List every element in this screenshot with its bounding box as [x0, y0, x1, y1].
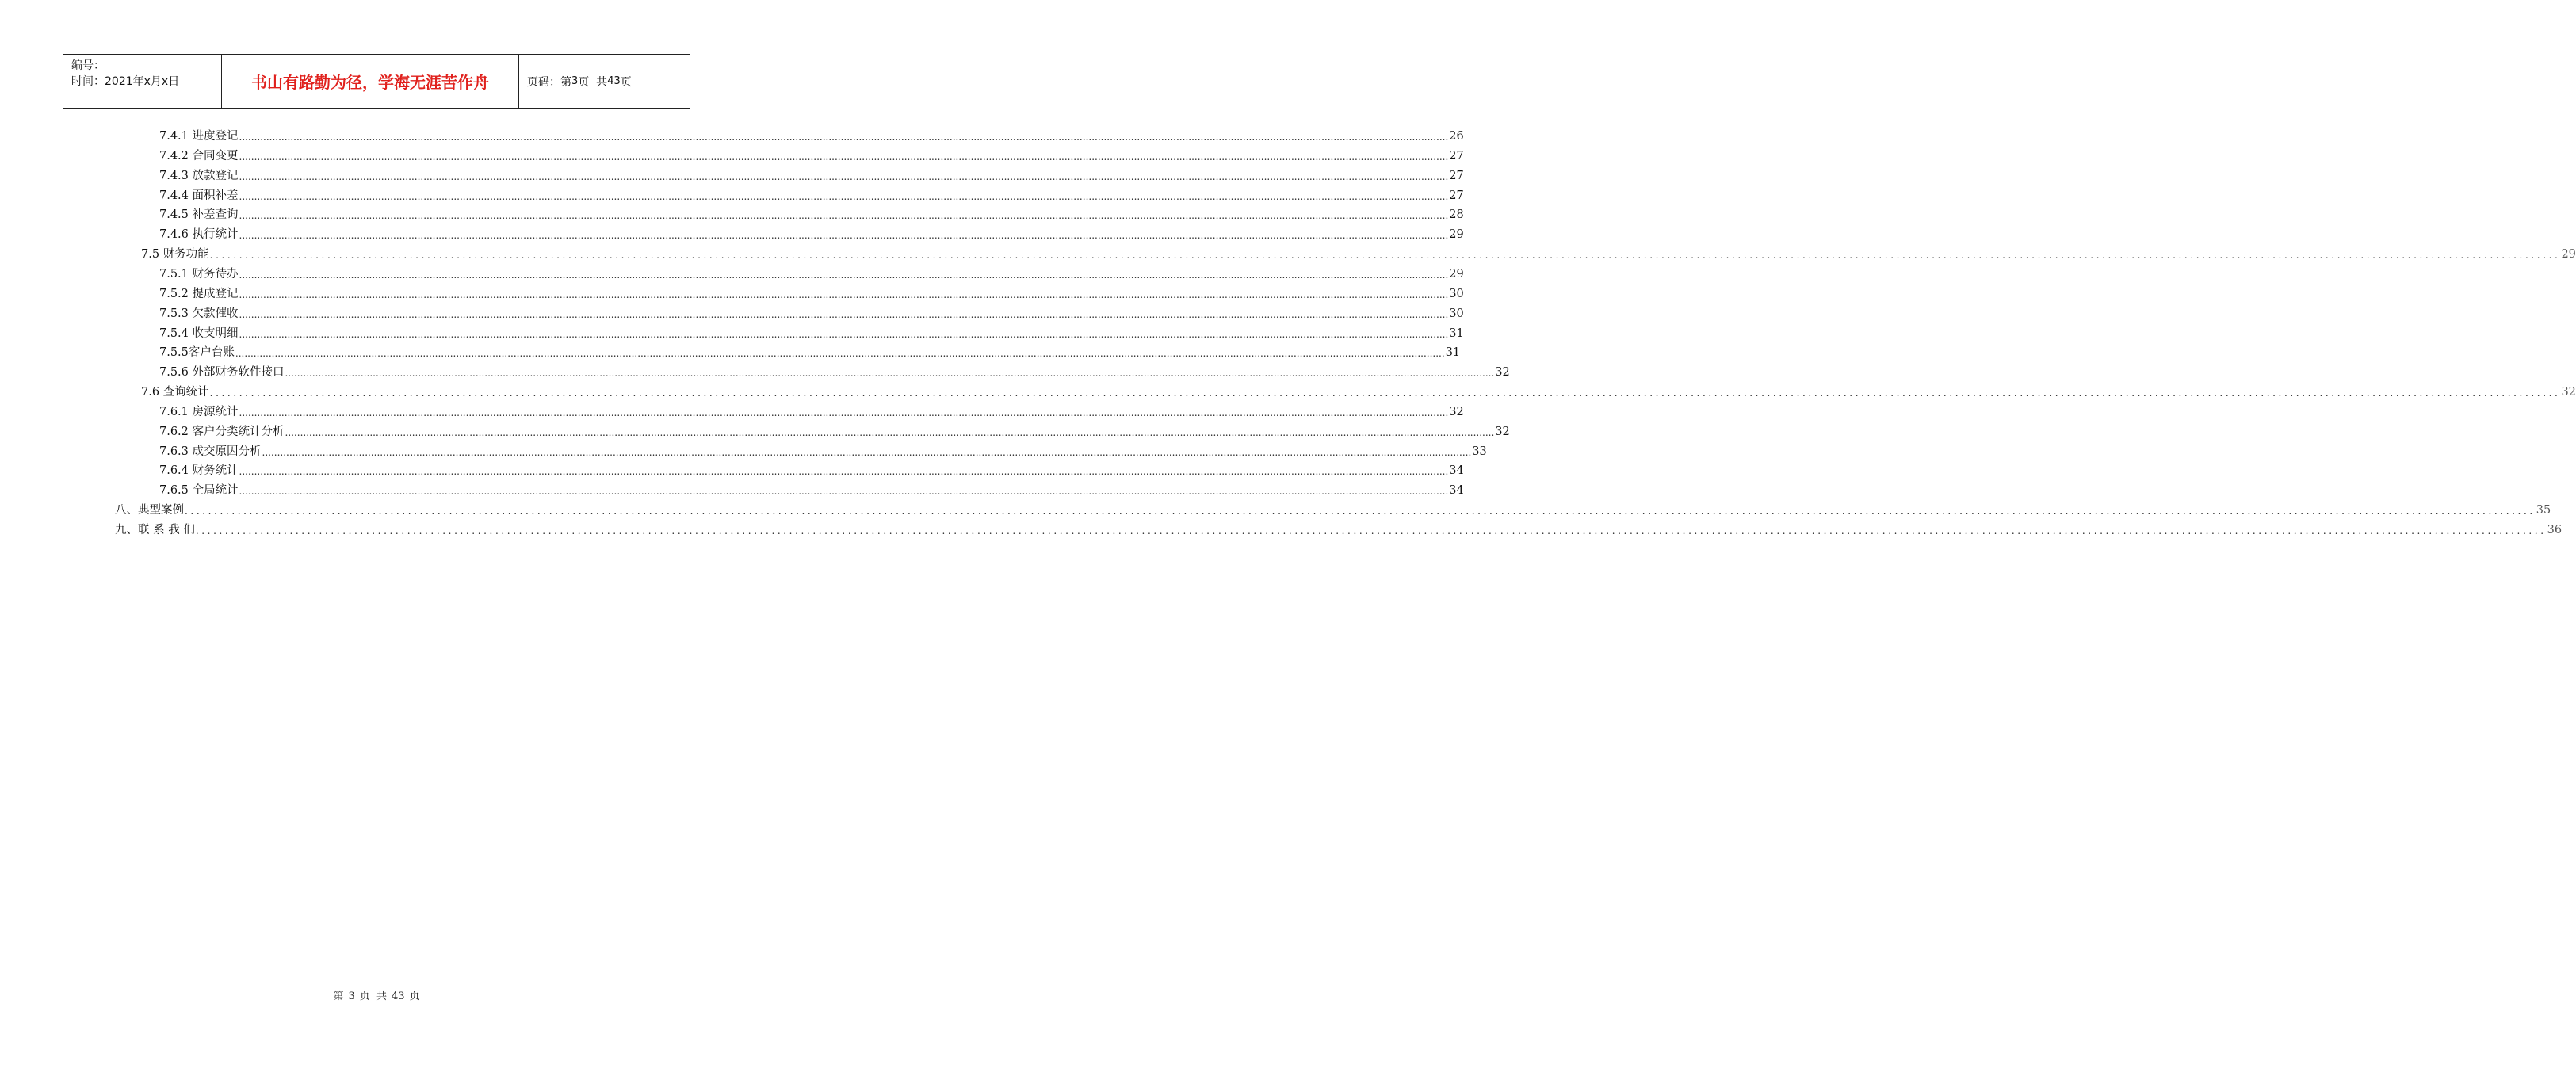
toc-entry-label: 7.5.5客户台账 — [159, 346, 235, 360]
footer-prefix: 第 — [333, 991, 344, 1002]
toc-entry-page: 27 — [1449, 149, 1464, 162]
toc-entry-label: 九、联 系 我 们 — [115, 524, 195, 536]
toc-entry-page: 32 — [2561, 386, 2576, 399]
toc-leader-dots: ................................................................................................................................................................................................................................................................................................................................................................................................................ — [285, 368, 1495, 380]
toc-entry[interactable] — [159, 479, 1464, 498]
toc-entry-label: 7.4.3 放款登记 — [159, 169, 239, 182]
toc-entry-page: 29 — [1449, 228, 1464, 242]
toc-entry-page: 29 — [1449, 267, 1464, 281]
toc-entry[interactable] — [159, 283, 1464, 302]
toc-leader-dots: ................................................................................................................................................................................................................................................................................................................................................................................................................ — [239, 190, 1449, 202]
header-page-mid: 页 共 — [578, 75, 608, 89]
toc-entry-label: 7.5 财务功能 — [141, 248, 209, 261]
toc-entry-label: 7.6.1 房源统计 — [159, 405, 239, 418]
toc-entry[interactable] — [115, 499, 2551, 518]
toc-entry-page: 36 — [2547, 524, 2563, 536]
toc-entry-page: 31 — [1449, 326, 1464, 340]
toc-entry[interactable] — [159, 145, 1464, 164]
toc-entry-page: 27 — [1449, 169, 1464, 182]
toc-entry-page: 30 — [1449, 287, 1464, 300]
toc-leader-dots: ................................................................................................................................................................................................................................................................................................................................................................................................................ — [239, 466, 1449, 478]
toc-entry-label: 八、典型案例 — [115, 504, 184, 517]
toc-entry-label: 7.6.4 财务统计 — [159, 464, 239, 478]
header-page-prefix: 页码：第 — [527, 75, 571, 89]
document-time-label: 时间：2021年x月x日 — [71, 75, 180, 88]
footer-current: 3 — [348, 991, 355, 1002]
toc-entry-page: 28 — [1449, 208, 1464, 222]
toc-entry[interactable] — [159, 421, 1510, 440]
toc-entry[interactable] — [159, 165, 1464, 184]
footer-mid: 页 共 — [359, 991, 387, 1002]
toc-entry-label: 7.4.5 补差查询 — [159, 208, 239, 222]
toc-leader-dots: ................................................................................................................................................................................................................................................................................................................................................................................................................ — [239, 210, 1449, 222]
toc-entry-label: 7.5.2 提成登记 — [159, 287, 239, 300]
toc-entry-label: 7.5.4 收支明细 — [159, 326, 239, 340]
toc-leader-dots: ................................................................................................................................................................................................................................................................................................................................................................................................................ — [239, 328, 1449, 340]
toc-entry-label: 7.4.2 合同变更 — [159, 149, 239, 162]
toc-leader-dots: ................................................................................................................................................................................................................................................................................................................................................................................................................ — [235, 348, 1445, 360]
toc-entry-label: 7.6 查询统计 — [141, 386, 209, 399]
header-page-total: 43 — [607, 75, 621, 87]
toc-entry-label: 7.5.6 外部财务软件接口 — [159, 366, 285, 380]
toc-entry-page: 26 — [1449, 130, 1464, 143]
toc-entry[interactable] — [159, 263, 1464, 282]
toc-entry-page: 32 — [1495, 425, 1510, 438]
toc-entry-page: 34 — [1449, 464, 1464, 478]
footer-suffix: 页 — [409, 991, 420, 1002]
toc-entry-label: 7.6.3 成交原因分析 — [159, 445, 262, 458]
toc-entry-label: 7.4.6 执行统计 — [159, 228, 239, 242]
toc-entry-label: 7.5.1 财务待办 — [159, 267, 239, 281]
toc-leader-dots: ................................................................................................................................................................................................................................................................................................................................................................................................................ — [239, 288, 1449, 300]
toc-entry-page: 27 — [1449, 189, 1464, 202]
toc-entry[interactable] — [159, 342, 1461, 361]
toc-leader-dots: ................................................................................................................................................................................................................................................................................................................................................................................................................ — [239, 132, 1449, 143]
toc-leader-dots: ................................................................................................................................................................................................................................................................................................................................................................................................................ — [239, 170, 1449, 182]
toc-leader-dots: ................................................................................................................................................................................................................................................................................................................................................................................................................ — [239, 230, 1449, 242]
toc-entry[interactable] — [159, 323, 1464, 342]
page-footer — [0, 987, 753, 1002]
toc-leader-dots: ................................................................................................................................................................................................................................................................................................................................................................................................................ — [195, 525, 2547, 536]
toc-entry[interactable] — [159, 303, 1464, 322]
toc-leader-dots: ................................................................................................................................................................................................................................................................................................................................................................................................................ — [239, 151, 1449, 162]
toc-entry-page: 31 — [1445, 346, 1461, 360]
document-number-label: 编号： — [71, 59, 105, 72]
toc-entry[interactable] — [141, 243, 2576, 262]
toc-entry-label: 7.6.2 客户分类统计分析 — [159, 425, 285, 438]
toc-leader-dots: ................................................................................................................................................................................................................................................................................................................................................................................................................ — [262, 446, 1472, 458]
toc-leader-dots: ................................................................................................................................................................................................................................................................................................................................................................................................................ — [239, 308, 1449, 320]
toc-entry-label: 7.4.4 面积补差 — [159, 189, 239, 202]
toc-entry[interactable] — [159, 125, 1464, 144]
toc-leader-dots: ................................................................................................................................................................................................................................................................................................................................................................................................................ — [239, 269, 1449, 281]
header-slogan: 书山有路勤为径，学海无涯苦作舟 — [222, 55, 519, 108]
toc-entry-page: 32 — [1449, 405, 1464, 418]
toc-entry[interactable] — [159, 460, 1464, 479]
toc-leader-dots: ................................................................................................................................................................................................................................................................................................................................................................................................................ — [239, 407, 1449, 418]
header-meta — [63, 55, 222, 108]
toc-entry[interactable] — [159, 185, 1464, 204]
footer-total: 43 — [392, 991, 405, 1002]
toc-entry-page: 30 — [1449, 307, 1464, 320]
toc-entry[interactable] — [159, 361, 1510, 380]
toc-leader-dots: ................................................................................................................................................................................................................................................................................................................................................................................................................ — [239, 486, 1449, 498]
toc-leader-dots: ................................................................................................................................................................................................................................................................................................................................................................................................................ — [209, 387, 2561, 399]
header-page-info — [519, 55, 690, 108]
toc-entry-page: 33 — [1472, 445, 1487, 458]
toc-entry[interactable] — [159, 401, 1464, 420]
toc-leader-dots: ................................................................................................................................................................................................................................................................................................................................................................................................................ — [285, 426, 1495, 438]
toc-leader-dots: ................................................................................................................................................................................................................................................................................................................................................................................................................ — [209, 250, 2561, 261]
page-header — [63, 54, 690, 109]
toc-entry-page: 34 — [1449, 484, 1464, 498]
toc-entry[interactable] — [115, 519, 2563, 538]
toc-leader-dots: ................................................................................................................................................................................................................................................................................................................................................................................................................ — [185, 506, 2536, 517]
toc-entry-label: 7.4.1 进度登记 — [159, 130, 239, 143]
toc-entry-page: 29 — [2561, 248, 2576, 261]
toc-entry[interactable] — [141, 381, 2576, 400]
toc-entry-label: 7.6.5 全局统计 — [159, 484, 239, 498]
toc-entry[interactable] — [159, 441, 1487, 460]
header-page-current: 3 — [571, 75, 579, 87]
toc-entry[interactable] — [159, 223, 1464, 242]
toc-entry-page: 32 — [1495, 366, 1510, 380]
toc-entry[interactable] — [159, 204, 1464, 223]
toc-entry-page: 35 — [2536, 504, 2551, 517]
header-page-suffix: 页 — [620, 75, 632, 89]
toc-entry-label: 7.5.3 欠款催收 — [159, 307, 239, 320]
